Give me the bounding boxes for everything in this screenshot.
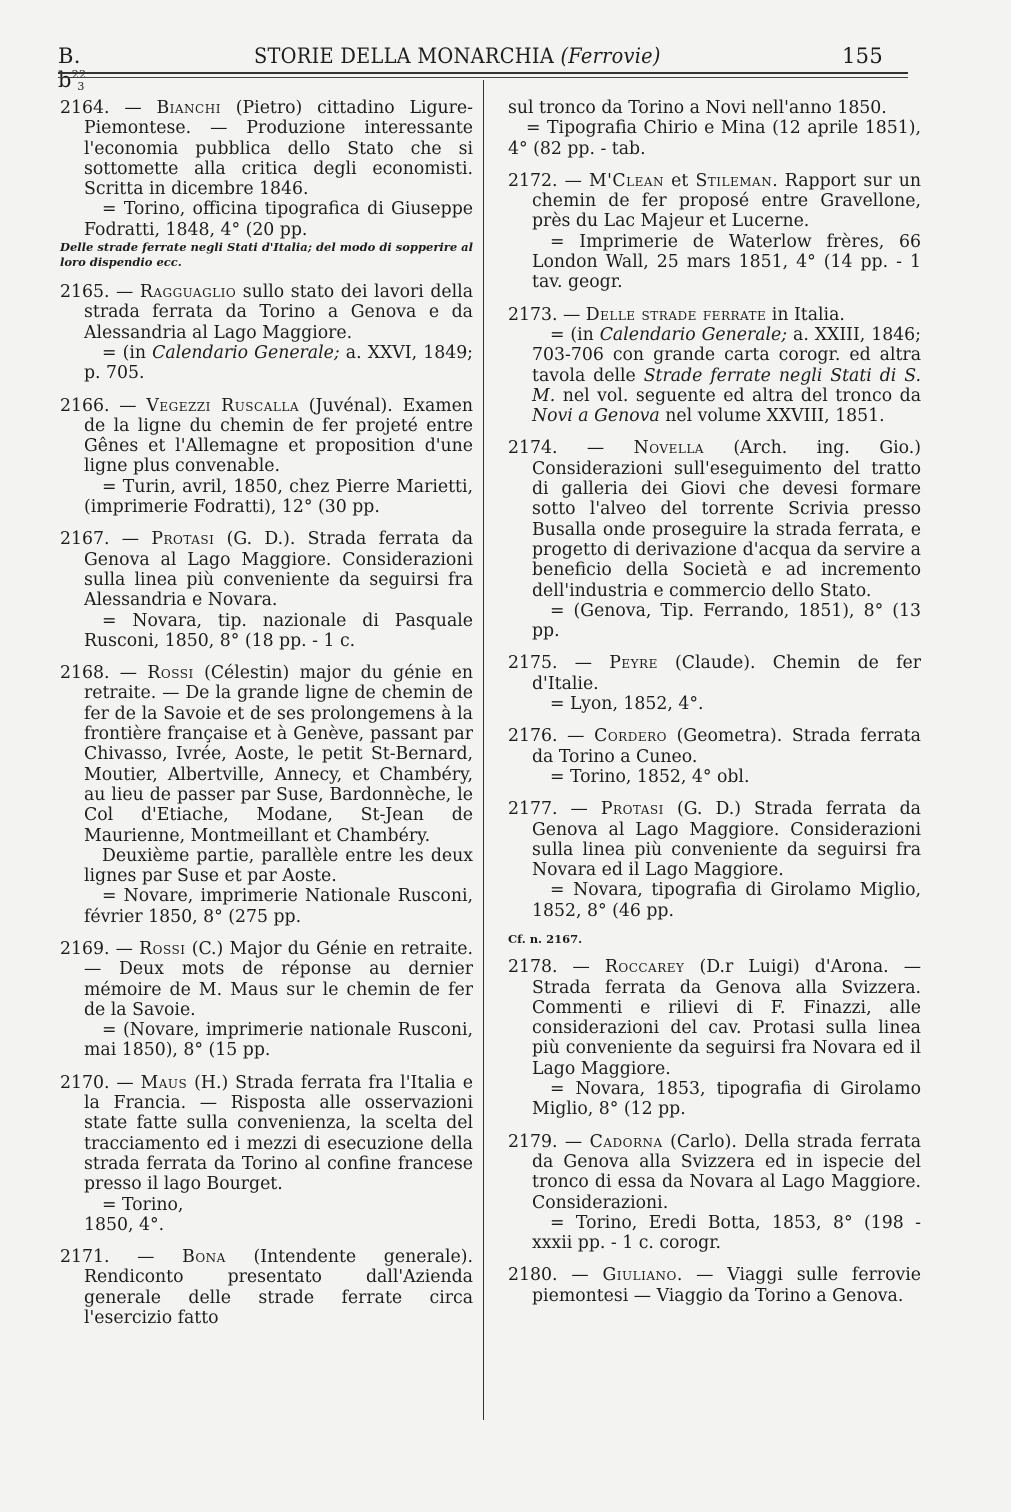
entry-author: Novella: [633, 438, 704, 459]
entry-author: Vegezzi Ruscalla: [146, 395, 299, 416]
imprint-journal: Calendario Generale;: [599, 324, 788, 345]
entry-number: 2177. —: [508, 799, 601, 820]
entry-number: 2176. —: [508, 726, 595, 747]
entry-2177: [508, 799, 921, 921]
entry-title: (Carlo). Della strada ferrata da Genova alla Svizzera ed in ispecie del tronco di essa da Novara al Lago Maggiore. Considerazioni.: [532, 1131, 921, 1213]
entry-body: [508, 305, 921, 325]
entry-number: 2172. —: [508, 170, 589, 191]
entry-2179: [508, 1132, 921, 1254]
imprint-prefix: = (in: [550, 324, 600, 345]
entry-2165: [60, 282, 473, 383]
header-rule-thin: [58, 77, 908, 78]
entry-author: Bianchi: [156, 98, 221, 118]
header-rule-thick: [58, 72, 908, 74]
entry-imprint: = Imprimerie de Waterlow frères, 66 London Wall, 25 mars 1851, 4° (14 pp. - 1 tav. geogr.: [532, 231, 921, 293]
imprint-journal: Calendario Generale;: [152, 342, 340, 363]
entry-title: (G. D.). Strada ferrata da Genova al Lago Maggiore. Considerazioni sulla linea più conveniente da seguirsi fra Alessandria e Novara.: [84, 529, 473, 611]
entry-number: 2167. —: [60, 529, 152, 550]
title-main: STORIE DELLA MONARCHIA: [254, 44, 561, 68]
entry-title: (Geometra). Strada ferrata da Torino a Cuneo.: [532, 726, 921, 767]
signature-sub: 3: [77, 80, 85, 93]
entry-body: [508, 799, 921, 880]
entry-number: 2164. —: [60, 98, 157, 118]
entry-body: [60, 1073, 473, 1195]
entry-author: Rossi: [139, 938, 186, 959]
entry-number: 2180. —: [508, 1265, 603, 1286]
entry-2171: [60, 1247, 473, 1328]
entry-body: [60, 98, 473, 199]
entry-2175: [508, 653, 921, 714]
entry-imprint: = Torino, Eredi Botta, 1853, 8° (198 - xxxii pp. - 1 c. corogr.: [532, 1212, 921, 1254]
entry-imprint: = (Novare, imprimerie nationale Rusconi, mai 1850), 8° (15 pp.: [84, 1020, 473, 1061]
signature-text: B. b: [58, 44, 81, 92]
signature-mark: [58, 44, 114, 92]
entry-number: 2166. —: [60, 395, 147, 416]
entry-author: Maus: [140, 1072, 188, 1093]
entry-2174: [508, 438, 921, 641]
entry-2169: [60, 939, 473, 1061]
entry-2171-continued: [508, 98, 921, 159]
entry-number: 2178. —: [508, 957, 605, 978]
left-column: [60, 98, 473, 1340]
entry-imprint: = Tipografia Chirio e Mina (12 aprile 1851), 4° (82 pp. - tab.: [508, 118, 921, 159]
entry-title: (G. D.) Strada ferrata da Genova al Lago Maggiore. Considerazioni sulla linea più conveniente da seguirsi fra Novara ed il Lago Maggiore.: [532, 799, 921, 881]
entry-imprint: [60, 343, 473, 384]
entry-body: [508, 1132, 921, 1213]
entry-imprint: = Lyon, 1852, 4°.: [550, 694, 704, 715]
imprint-text: a. XXIII, 1846; 703-706 con grande carta corogr. ed altra tavola delle: [532, 324, 921, 386]
imprint-text: nel vol. seguente ed altra del tronco da: [555, 385, 921, 406]
entry-number: 2175. —: [508, 653, 610, 674]
running-header: [58, 40, 943, 93]
entry-2173: [508, 305, 921, 427]
entry-number: 2169. —: [60, 938, 140, 959]
entry-number: 2179. —: [508, 1131, 590, 1152]
entry-title: sullo stato dei lavori della strada ferrata da Torino a Genova e da Alessandria al Lago Maggiore.: [84, 282, 473, 343]
entry-number: 2174. —: [508, 438, 634, 459]
entry-number: 2165. —: [60, 282, 140, 303]
entry-author: Cordero: [594, 726, 667, 747]
entry-imprint: = Turin, avril, 1850, chez Pierre Marietti, (imprimerie Fodratti), 12° (30 pp.: [84, 476, 473, 518]
entry-body: [508, 171, 921, 232]
entry-imprint: = Novara, tipografia di Girolamo Miglio, 1852, 8° (46 pp.: [532, 880, 921, 921]
entry-imprint: [508, 325, 921, 426]
entry-number: 2170. —: [60, 1072, 141, 1093]
entry-title: . Rapport sur un chemin de fer proposé entre Gravellone, près du Lac Majeur et Lucerne.: [532, 170, 921, 232]
entry-author: Rossi: [147, 663, 194, 684]
entry-body: [60, 663, 473, 846]
entry-2180: [508, 1265, 921, 1306]
entry-2172: [508, 171, 921, 293]
entry-author: Delle strade ferrate: [585, 304, 767, 325]
entry-title: (Claude). Chemin de fer d'Italie.: [532, 653, 921, 694]
entry-body: [60, 282, 473, 343]
title-italic: (Ferrovie): [560, 44, 661, 68]
entry-author: Protasi: [151, 529, 215, 550]
entry-author: Cadorna: [589, 1131, 663, 1152]
entry-author: M'Clean: [588, 170, 665, 191]
entry-imprint: = Torino,: [102, 1194, 184, 1215]
entry-2164: [60, 98, 473, 270]
right-column: [508, 98, 921, 1318]
entry-imprint: = Torino, 1852, 4° obl.: [550, 766, 750, 787]
entry-body: [508, 653, 921, 694]
entry-body: [60, 396, 473, 477]
entry-number: 2171. —: [60, 1247, 183, 1268]
entry-title: in Italia.: [766, 304, 845, 325]
imprint-map-title: Strade ferrate negli Stati di S. M.: [532, 365, 921, 406]
entry-2166: [60, 396, 473, 518]
imprint-prefix: = (in: [102, 342, 153, 363]
entry-title: (H.) Strada ferrata fra l'Italia e la Francia. — Risposta alle osservazioni state fatte sulla convenienza, la scelta del tracciamento ed i mezzi di esecuzione della strada ferrata da Torino al confine francese presso il lago Bourget.: [84, 1072, 474, 1195]
entry-imprint: = Novare, imprimerie Nationale Rusconi, février 1850, 8° (275 pp.: [84, 886, 473, 927]
cross-reference: Cf. n. 2167.: [508, 931, 583, 946]
signature-sup: 22: [71, 68, 87, 81]
entry-body-continued: sul tronco da Torino a Novi nell'anno 1850.: [508, 98, 887, 118]
entry-author: Ragguaglio: [139, 282, 237, 303]
entry-2170: [60, 1073, 473, 1235]
entry-title: (Juvénal). Examen de la ligne du chemin de fer projeté entre Gênes et l'Allemagne et proposition d'une ligne plus convenable.: [84, 395, 473, 477]
entry-body: [508, 726, 921, 767]
entry-author: Giuliano: [602, 1265, 677, 1286]
entry-title: (Intendente generale). Rendiconto presentato dall'Azienda generale delle strade ferrate circa l'esercizio fatto: [84, 1247, 473, 1329]
entry-imprint: = (Genova, Tip. Ferrando, 1851), 8° (13 pp.: [532, 600, 921, 642]
entry-title: (Pietro) cittadino Ligure-Piemontese. — Produzione interessante l'economia pubblica dello Stato che si sottomette alla critica degli economisti. Scritta in dicembre 1846.: [84, 98, 474, 200]
entry-author-joiner: et: [664, 170, 696, 191]
imprint-suffix: a. XXVI, 1849; p. 705.: [84, 342, 474, 384]
imprint-section-title: Novi a Genova: [532, 406, 660, 427]
entry-number: 2173. —: [508, 304, 586, 325]
entry-2168: [60, 663, 473, 927]
entry-note: Delle strade ferrate negli Stati d'Italia; del modo di sopperire al loro dispendio ecc.: [60, 240, 473, 270]
entry-author: Roccarey: [604, 957, 685, 978]
entry-title: (D.r Luigi) d'Arona. — Strada ferrata da Genova alla Svizzera. Commenti e rilievi di F. Finazzi, alle considerazioni del cav. Protasi sulla linea più conveniente da seguirsi fra Novara ed il Lago Maggiore.: [532, 957, 921, 1079]
column-divider: [483, 80, 484, 1420]
entry-body: [508, 1265, 921, 1306]
entry-2167: [60, 529, 473, 651]
entry-author: Peyre: [609, 653, 658, 674]
entry-author: Bona: [182, 1247, 226, 1268]
entry-title: . — Viaggi sulle ferrovie piemontesi — Viaggio da Torino a Genova.: [532, 1265, 921, 1306]
entry-imprint-date: 1850, 4°.: [84, 1214, 165, 1235]
running-title: [254, 44, 661, 68]
entry-number: 2168. —: [60, 663, 148, 684]
entry-2176: [508, 726, 921, 787]
entry-part-two: Deuxième partie, parallèle entre les deux lignes par Suse et par Aoste.: [84, 845, 473, 887]
entry-2178: [508, 957, 921, 1119]
entry-body: [60, 1247, 473, 1328]
entry-imprint: = Torino, officina tipografica di Giuseppe Fodratti, 1848, 4° (20 pp.: [84, 199, 473, 240]
entry-title: (C.) Major du Génie en retraite. — Deux mots de réponse au dernier mémoire de M. Maus sur le chemin de fer de la Savoie.: [84, 938, 473, 1020]
entry-title: (Arch. ing. Gio.) Considerazioni sull'eseguimento del tratto di galleria dei Giovi che devesi formare sotto l'alveo del torrente Scrivia presso Busalla onde proseguire la strada ferrata, e progetto di derivazione d'acqua da servire a beneficio della Società e ad incremento dell'industria e commercio dello Stato.: [532, 438, 921, 601]
page-number: 155: [842, 44, 883, 68]
entry-imprint: = Novara, 1853, tipografia di Girolamo Miglio, 8° (12 pp.: [532, 1079, 921, 1120]
imprint-suffix: nel volume XXVIII, 1851.: [659, 406, 885, 427]
entry-body: [60, 529, 473, 610]
entry-body: [508, 957, 921, 1079]
entry-imprint: = Novara, tip. nazionale di Pasquale Rusconi, 1850, 8° (18 pp. - 1 c.: [84, 610, 473, 651]
entry-author-second: Stileman: [695, 170, 773, 191]
entry-body: [508, 438, 921, 600]
entry-title: (Célestin) major du génie en retraite. — De la grande ligne de chemin de fer de la Savoie et de ses prolongemens à la frontière française et à Genève, passant par Chivasso, Ivrée, Aoste, le petit St-Bernard, Moutier, Albertville, Annecy, et Chambéry, au lieu de passer par Suse, Bardonnèche, le Col d'Etiache, Modane, St-Jean de Maurienne, Montmeillant et Chambéry.: [84, 663, 473, 846]
entry-author: Protasi: [600, 799, 664, 820]
entry-body: [60, 939, 473, 1020]
